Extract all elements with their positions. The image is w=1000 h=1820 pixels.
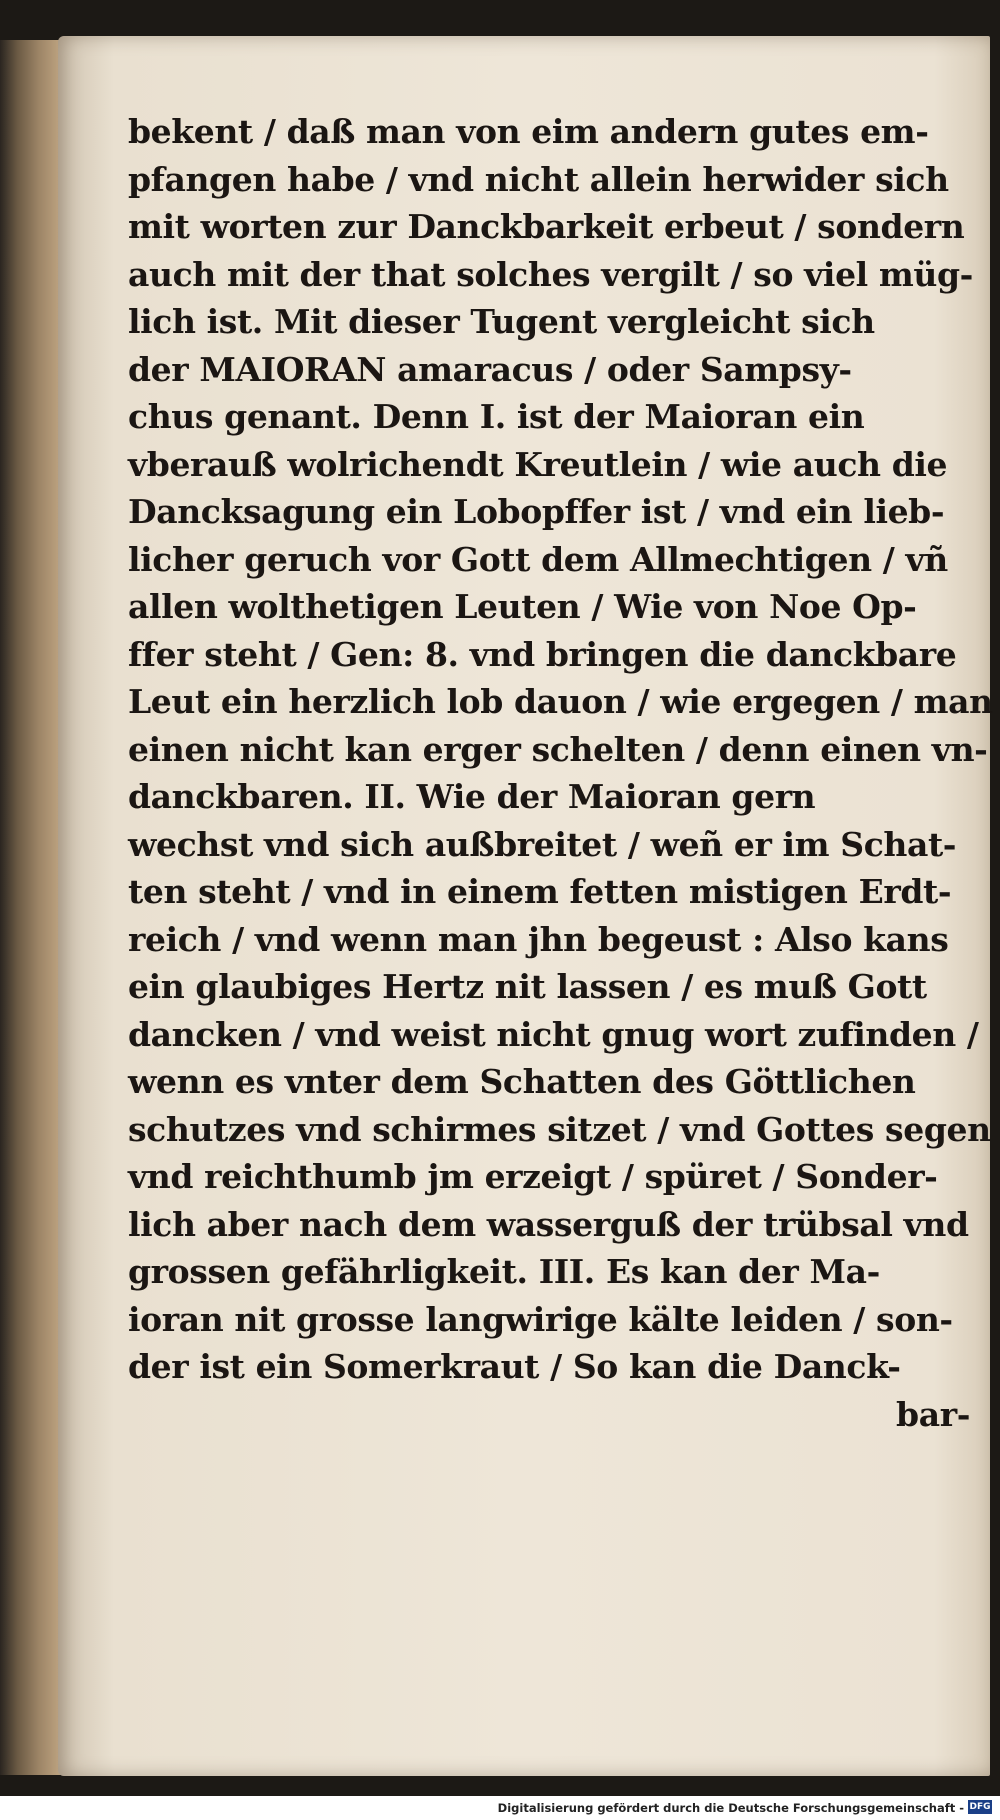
text-line: auch mit der that solches vergilt / so viel müg- <box>128 254 973 294</box>
page-text <box>128 108 993 1438</box>
text-line: pfangen habe / vnd nicht allein herwider sich <box>128 159 949 199</box>
text-line: danckbaren. II. Wie der Maioran gern <box>128 777 816 816</box>
text-line: der ist ein Somerkraut / So kan die Danck- <box>128 1347 901 1386</box>
text-line: vberauß wolrichendt Kreutlein / wie auch die <box>128 444 948 484</box>
text-line: einen nicht kan erger schelten / denn einen vn- <box>128 729 988 769</box>
text-line: grossen gefährligkeit. III. Es kan der Ma- <box>128 1252 880 1291</box>
text-line: licher geruch vor Gott dem Allmechtigen / vñ <box>128 539 948 579</box>
text-line: Leut ein herzlich lob dauon / wie ergegen / man <box>128 682 993 721</box>
funding-credit: Digitalisierung gefördert durch die Deutsche Forschungsgemeinschaft - <box>497 1801 964 1815</box>
catchword: bar- <box>896 1394 970 1434</box>
text-line: chus genant. Denn I. ist der Maioran ein <box>128 397 865 436</box>
text-line: schutzes vnd schirmes sitzet / vnd Gottes segen <box>128 1109 991 1149</box>
text-line: ioran nit grosse langwirige kälte leiden / son- <box>128 1299 953 1339</box>
text-line: ffer steht / Gen: 8. vnd bringen die danckbare <box>128 634 957 674</box>
text-line: wechst vnd sich außbreitet / weñ er im Schat- <box>128 824 957 864</box>
text-line: dancken / vnd weist nicht gnug wort zufinden / <box>128 1014 979 1054</box>
text-line: Dancksagung ein Lobopffer ist / vnd ein lieb- <box>128 492 945 531</box>
text-line: ten steht / vnd in einem fetten mistigen Erdt- <box>128 872 952 911</box>
text-line: lich ist. Mit dieser Tugent vergleicht sich <box>128 302 875 341</box>
text-line: reich / vnd wenn man jhn begeust : Also kans <box>128 919 949 959</box>
text-line: der MAIORAN amaracus / oder Sampsy- <box>128 349 852 389</box>
dfg-logo: DFG <box>969 1802 991 1812</box>
text-line: bekent / daß man von eim andern gutes em- <box>128 112 929 151</box>
text-line: allen wolthetigen Leuten / Wie von Noe Op- <box>128 587 917 626</box>
text-line: lich aber nach dem wasserguß der trübsal vnd <box>128 1204 969 1244</box>
text-line: vnd reichthumb jm erzeigt / spüret / Sonder- <box>128 1157 938 1196</box>
text-line: wenn es vnter dem Schatten des Göttlichen <box>128 1062 916 1101</box>
text-line: ein glaubiges Hertz nit lassen / es muß Gott <box>128 967 927 1006</box>
text-line: mit worten zur Danckbarkeit erbeut / sondern <box>128 207 965 246</box>
